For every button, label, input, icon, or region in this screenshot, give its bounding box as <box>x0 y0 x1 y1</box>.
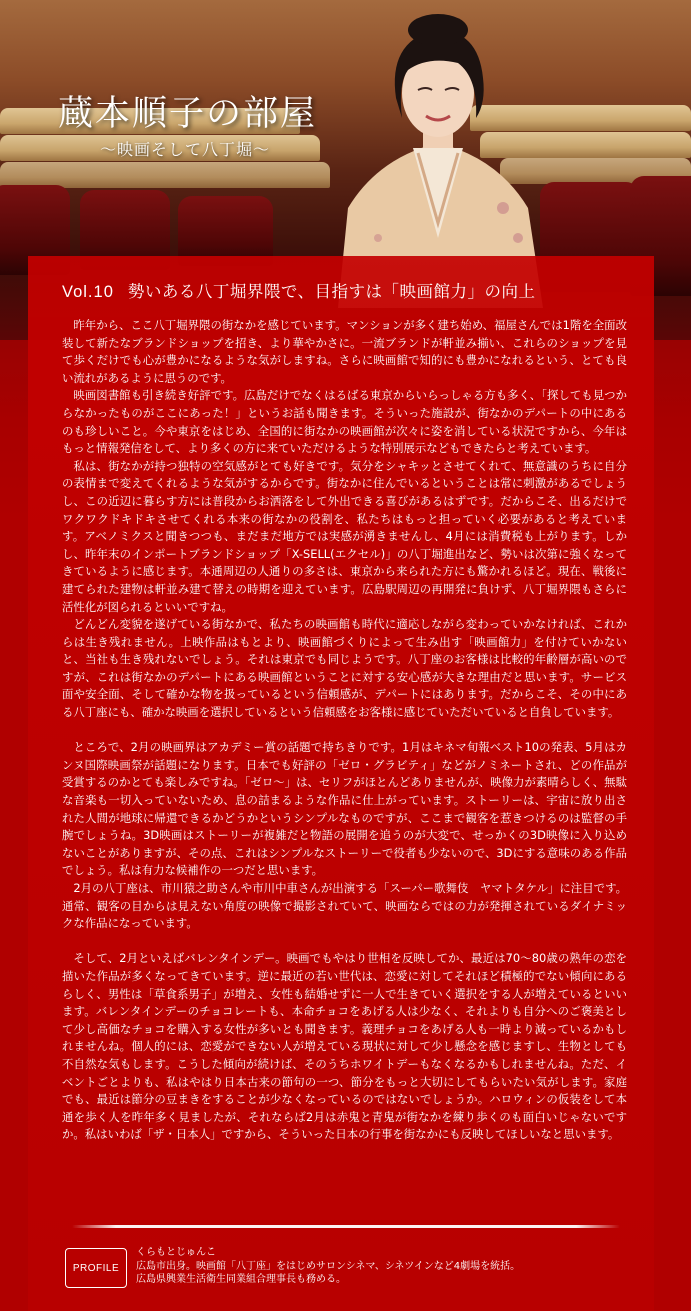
article-paragraph: ところで、2月の映画界はアカデミー賞の話題で持ちきりです。1月はキネマ旬報ベスト10の発表、5月はカンヌ国際映画祭が話題になります。日本でも好評の「ゼロ・グラビティ」などがノミネートされ、どの作品が受賞するのかとても楽しみですね。「ゼロ〜」は、セリフがほとんどありませんが、映像力が素晴らしく、無駄な音楽も一切入っていないため、息の詰まるような作品に仕上がっています。ストーリーは、宇宙に放り出された人間が地球に帰還できるかどうかというシンプルなものですが、ここまで観客を惹きつけるのは監督の手腕でしょうね。3D映画はストーリーが複雑だと物語の展開を追うのが大変で、せっかくの3D映像に入り込めないことがありますが、その点、これはシンプルなストーリーで役者も少ないので、3Dにする意味のある作品でしょう。私は有力な候補作の一つだと思います。 <box>62 740 627 878</box>
article-heading <box>62 278 662 302</box>
profile-badge: PROFILE <box>65 1248 127 1288</box>
volume-label: Vol.10 <box>62 283 114 301</box>
paragraph-spacer <box>62 722 627 740</box>
article-body <box>62 317 627 1144</box>
article-paragraph: 私は、街なかが持つ独特の空気感がとても好きです。気分をシャキッとさせてくれて、無意識のうちに自分の表情まで変えてくれるような気がするからです。街なかに住んでいるということは常に刺激があるでしょうし、この近辺に暮らす方には普段からお洒落をして外出できる喜びがあるはずです。だからこそ、出るだけでワクワクドキドキさせてくれる本来の街なかの役割を、私たちはもっと担っていく必要があると考えています。アベノミクスと聞きつつも、まだまだ地方では実感が湧きませんし、4月には消費税も上がります。しかし、昨年末のインポートブランドショップ「X-SELL(エクセル)」の八丁堀進出など、勢いは次第に強くなってきているように感じます。本通周辺の人通りの多さは、東京から来られた方にも驚かれるほど。現在、戦後に建てられた建物は軒並み建て替えの時期を迎えています。広島駅周辺の再開発に負けず、八丁堀界隈もさらに活性化が図られるといいですね。 <box>62 458 627 614</box>
profile-line: 広島県興業生活衛生同業組合理事長も務める。 <box>136 1274 346 1286</box>
article-title: 勢いある八丁堀界隈で、目指すは「映画館力」の向上 <box>127 283 536 301</box>
article-paragraph: 映画図書館も引き続き好評です。広島だけでなくはるばる東京からいらっしゃる方も多く、「探しても見つからなかったものがここにあった！」というお話も聞きます。そういった施設が、街なかのデパートの中にあるのも珍しいこと。今や東京をはじめ、全国的に街なかの映画館が次々に姿を消している状況ですから、今年はもっと情報発信をして、より多くの方に来ていただけるような特別展示などもできたらと考えています。 <box>62 388 627 456</box>
profile-info <box>136 1246 636 1287</box>
article-paragraph: 昨年から、ここ八丁堀界隈の街なかを感じています。マンションが多く建ち始め、福屋さんでは1階を全面改装して新たなブランドショップを招き、より華やかさに。一流ブランドが軒並み揃い、これらのショップを見て歩くだけでも心が豊かになるような気がしますね。さらに映画館で知的にも豊かになれるという、とても良い流れがあるように思うのです。 <box>62 318 627 385</box>
section-divider <box>72 1225 620 1228</box>
profile-line: 広島市出身。映画館「八丁座」をはじめサロンシネマ、シネツインなど4劇場を統括。 <box>136 1260 521 1272</box>
page-subtitle: 〜映画そして八丁堀〜 <box>100 140 271 159</box>
article-paragraph: どんどん変貌を遂げている街なかで、私たちの映画館も時代に適応しながら変わっていかなければ、これからは生き残れません。上映作品はもとより、映画館づくりによって生み出す「映画館力」を付けていかないと、当社も生き残れないでしょう。それは東京でも同じようです。八丁座のお客様は比較的年齢層が高いのですが、これは街なかのデパートにある映画館ということに対する安心感が大きな理由だと思います。サービス面や安全面、そして確かな物を扱っているという信頼感が、デパートにはあります。だからこそ、その中にある八丁座にも、確かな映画を選択しているという信頼感をお客様に感じていただいていると自負しています。 <box>62 617 627 720</box>
article-paragraph: 2月の八丁座は、市川猿之助さんや市川中車さんが出演する「スーパー歌舞伎 ヤマトタケル」に注目です。通常、観客の目からは見えない角度の映像で撮影されていて、映画ならではの力が発揮されているダイナミックな作品になっています。 <box>62 881 627 931</box>
page-title: 蔵本順子の部屋 <box>58 94 318 134</box>
article-paragraph: そして、2月といえばバレンタインデー。映画でもやはり世相を反映してか、最近は70〜80歳の熟年の恋を描いた作品が多くなってきています。逆に最近の若い世代は、恋愛に対してそれほど積極的でない傾向にあるらしく、男性は「草食系男子」が増え、女性も結婚せずに一人で生きていく選択をする人が増えているといいます。バレンタインデーのチョコレートも、本命チョコをあげる人は少なく、それよりも自分へのご褒美として少し高価なチョコを購入する女性が多いとも聞きます。義理チョコをあげる人も一時より減っているかもしれませんね。個人的には、恋愛ができない人が増えている現状に対して少し懸念を感じますし、生物としても不自然な気もします。こうした傾向が続けば、そのうちホワイトデーもなくなるかもしれませんね。ただ、イベントごとよりも、私はやはり日本古来の節句の一つ、節分をもっと大切にしてもらいたい気がします。家庭でも、最近は節分の豆まきをすることが少なくなっているのではないでしょうか。ハロウィンの仮装をして本通を歩く人を昨年多く見ましたが、それならば2月は赤鬼と青鬼が街なかを練り歩くのも面白いじゃないですか。私はいわば「ザ・日本人」ですから、そういった日本の行事を街なかにも反映してほしいなと思います。 <box>62 951 627 1142</box>
profile-name: くらもとじゅんこ <box>136 1247 216 1258</box>
paragraph-spacer <box>62 933 627 951</box>
